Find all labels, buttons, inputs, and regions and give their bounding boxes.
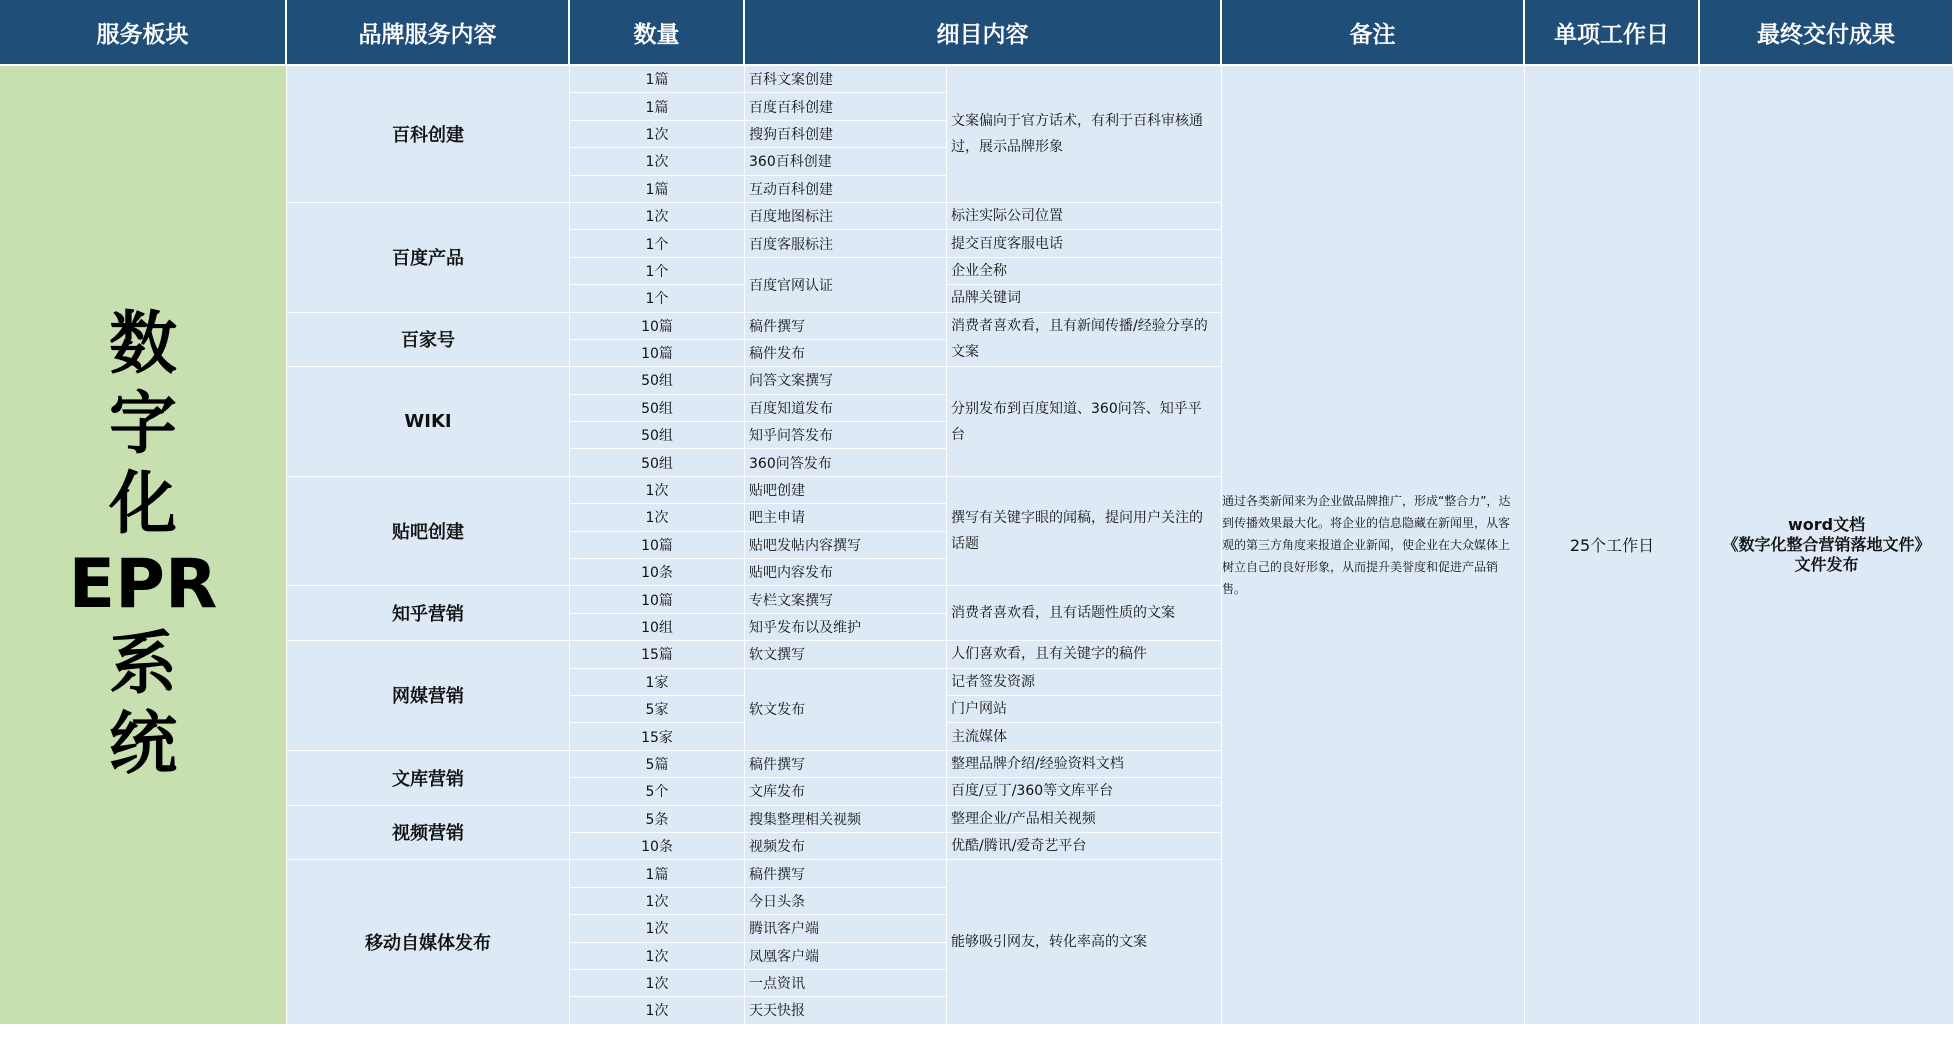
note-cell: 标注实际公司位置 bbox=[947, 203, 1222, 230]
category-video: 视频营销 bbox=[287, 806, 570, 861]
note-cell: 门户网站 bbox=[947, 696, 1222, 723]
sector-char: 统 bbox=[108, 704, 177, 784]
qty-cell: 1次 bbox=[570, 504, 745, 531]
qty-cell: 1个 bbox=[570, 258, 745, 285]
item-cell: 视频发布 bbox=[745, 833, 947, 860]
table-row bbox=[0, 66, 1954, 93]
qty-cell: 1次 bbox=[570, 148, 745, 175]
item-cell: 互动百科创建 bbox=[745, 176, 947, 203]
header-brand-service: 品牌服务内容 bbox=[287, 0, 570, 66]
deliverable-cell bbox=[1700, 66, 1954, 1025]
qty-cell: 15家 bbox=[570, 723, 745, 750]
qty-cell: 10篇 bbox=[570, 532, 745, 559]
qty-cell: 1个 bbox=[570, 230, 745, 257]
item-cell: 360问答发布 bbox=[745, 449, 947, 476]
item-cell: 稿件撰写 bbox=[745, 313, 947, 340]
item-cell: 百科文案创建 bbox=[745, 66, 947, 93]
item-cell: 百度知道发布 bbox=[745, 395, 947, 422]
note-cell: 记者签发资源 bbox=[947, 669, 1222, 696]
sector-cell bbox=[0, 66, 287, 1025]
qty-cell: 1次 bbox=[570, 915, 745, 942]
qty-cell: 1家 bbox=[570, 669, 745, 696]
qty-cell: 1次 bbox=[570, 203, 745, 230]
item-cell: 搜狗百科创建 bbox=[745, 121, 947, 148]
item-cell: 百度客服标注 bbox=[745, 230, 947, 257]
category-baike: 百科创建 bbox=[287, 66, 570, 203]
note-cell: 整理企业/产品相关视频 bbox=[947, 806, 1222, 833]
note-cell: 分别发布到百度知道、360问答、知乎平台 bbox=[947, 367, 1222, 477]
item-cell: 百度官网认证 bbox=[745, 258, 947, 313]
item-cell: 贴吧发帖内容撰写 bbox=[745, 532, 947, 559]
header-remark: 备注 bbox=[1222, 0, 1525, 66]
item-cell: 贴吧内容发布 bbox=[745, 559, 947, 586]
qty-cell: 5个 bbox=[570, 778, 745, 805]
item-cell: 问答文案撰写 bbox=[745, 367, 947, 394]
item-cell: 稿件撰写 bbox=[745, 860, 947, 887]
qty-cell: 50组 bbox=[570, 367, 745, 394]
qty-cell: 1个 bbox=[570, 285, 745, 312]
qty-cell: 1篇 bbox=[570, 860, 745, 887]
note-cell: 整理品牌介绍/经验资料文档 bbox=[947, 751, 1222, 778]
qty-cell: 10篇 bbox=[570, 313, 745, 340]
note-cell: 能够吸引网友，转化率高的文案 bbox=[947, 860, 1222, 1024]
deliverable-line: 文件发布 bbox=[1794, 554, 1859, 574]
header-detail: 细目内容 bbox=[745, 0, 1222, 66]
sector-char: 系 bbox=[108, 624, 177, 704]
header-workdays: 单项工作日 bbox=[1525, 0, 1700, 66]
sector-char: 数 bbox=[108, 304, 177, 384]
category-tieba: 贴吧创建 bbox=[287, 477, 570, 587]
note-cell: 撰写有关键字眼的闻稿，提问用户关注的话题 bbox=[947, 477, 1222, 587]
note-cell: 提交百度客服电话 bbox=[947, 230, 1222, 257]
qty-cell: 1次 bbox=[570, 121, 745, 148]
category-wiki: WIKI bbox=[287, 367, 570, 477]
item-cell: 软文发布 bbox=[745, 669, 947, 751]
deliverable-line: 《数字化整合营销落地文件》 bbox=[1722, 534, 1931, 554]
qty-cell: 50组 bbox=[570, 449, 745, 476]
category-mobile-media: 移动自媒体发布 bbox=[287, 860, 570, 1024]
category-web-media: 网媒营销 bbox=[287, 641, 570, 751]
item-cell: 百度地图标注 bbox=[745, 203, 947, 230]
workdays-cell: 25个工作日 bbox=[1525, 66, 1700, 1025]
remark-cell: 通过各类新闻来为企业做品牌推广，形成“整合力”，达到传播效果最大化。将企业的信息隐藏在新闻里，从客观的第三方角度来报道企业新闻，使企业在大众媒体上树立自己的良好形象，从而提升美誉度和促进产品销售。 bbox=[1222, 66, 1525, 1025]
qty-cell: 1篇 bbox=[570, 176, 745, 203]
qty-cell: 1篇 bbox=[570, 66, 745, 93]
header-row bbox=[0, 0, 1954, 66]
qty-cell: 1篇 bbox=[570, 93, 745, 120]
qty-cell: 5条 bbox=[570, 806, 745, 833]
item-cell: 稿件发布 bbox=[745, 340, 947, 367]
item-cell: 知乎发布以及维护 bbox=[745, 614, 947, 641]
header-sector: 服务板块 bbox=[0, 0, 287, 66]
item-cell: 360百科创建 bbox=[745, 148, 947, 175]
category-baijiahao: 百家号 bbox=[287, 313, 570, 368]
sector-char: EPR bbox=[68, 544, 218, 624]
note-cell: 人们喜欢看，且有关键字的稿件 bbox=[947, 641, 1222, 668]
qty-cell: 1次 bbox=[570, 997, 745, 1024]
sector-char: 化 bbox=[108, 464, 177, 544]
qty-cell: 5家 bbox=[570, 696, 745, 723]
category-wenku: 文库营销 bbox=[287, 751, 570, 806]
qty-cell: 5篇 bbox=[570, 751, 745, 778]
qty-cell: 1次 bbox=[570, 888, 745, 915]
header-quantity: 数量 bbox=[570, 0, 745, 66]
note-cell: 主流媒体 bbox=[947, 723, 1222, 750]
item-cell: 天天快报 bbox=[745, 997, 947, 1024]
item-cell: 专栏文案撰写 bbox=[745, 586, 947, 613]
note-cell: 文案偏向于官方话术，有利于百科审核通过，展示品牌形象 bbox=[947, 66, 1222, 203]
note-cell: 消费者喜欢看，且有新闻传播/经验分享的文案 bbox=[947, 313, 1222, 368]
qty-cell: 1次 bbox=[570, 943, 745, 970]
qty-cell: 10条 bbox=[570, 559, 745, 586]
qty-cell: 1次 bbox=[570, 970, 745, 997]
item-cell: 稿件撰写 bbox=[745, 751, 947, 778]
qty-cell: 50组 bbox=[570, 422, 745, 449]
category-zhihu: 知乎营销 bbox=[287, 586, 570, 641]
item-cell: 今日头条 bbox=[745, 888, 947, 915]
qty-cell: 15篇 bbox=[570, 641, 745, 668]
category-baidu-products: 百度产品 bbox=[287, 203, 570, 313]
item-cell: 软文撰写 bbox=[745, 641, 947, 668]
note-cell: 百度/豆丁/360等文库平台 bbox=[947, 778, 1222, 805]
note-cell: 品牌关键词 bbox=[947, 285, 1222, 312]
header-deliverable: 最终交付成果 bbox=[1700, 0, 1954, 66]
item-cell: 文库发布 bbox=[745, 778, 947, 805]
deliverable-line: word文档 bbox=[1787, 514, 1866, 534]
qty-cell: 10条 bbox=[570, 833, 745, 860]
qty-cell: 10篇 bbox=[570, 340, 745, 367]
qty-cell: 10篇 bbox=[570, 586, 745, 613]
note-cell: 企业全称 bbox=[947, 258, 1222, 285]
item-cell: 一点资讯 bbox=[745, 970, 947, 997]
qty-cell: 10组 bbox=[570, 614, 745, 641]
item-cell: 腾讯客户端 bbox=[745, 915, 947, 942]
item-cell: 百度百科创建 bbox=[745, 93, 947, 120]
item-cell: 凤凰客户端 bbox=[745, 943, 947, 970]
qty-cell: 1次 bbox=[570, 477, 745, 504]
item-cell: 吧主申请 bbox=[745, 504, 947, 531]
item-cell: 贴吧创建 bbox=[745, 477, 947, 504]
note-cell: 消费者喜欢看，且有话题性质的文案 bbox=[947, 586, 1222, 641]
item-cell: 搜集整理相关视频 bbox=[745, 806, 947, 833]
sector-char: 字 bbox=[108, 384, 177, 464]
note-cell: 优酷/腾讯/爱奇艺平台 bbox=[947, 833, 1222, 860]
qty-cell: 50组 bbox=[570, 395, 745, 422]
item-cell: 知乎问答发布 bbox=[745, 422, 947, 449]
